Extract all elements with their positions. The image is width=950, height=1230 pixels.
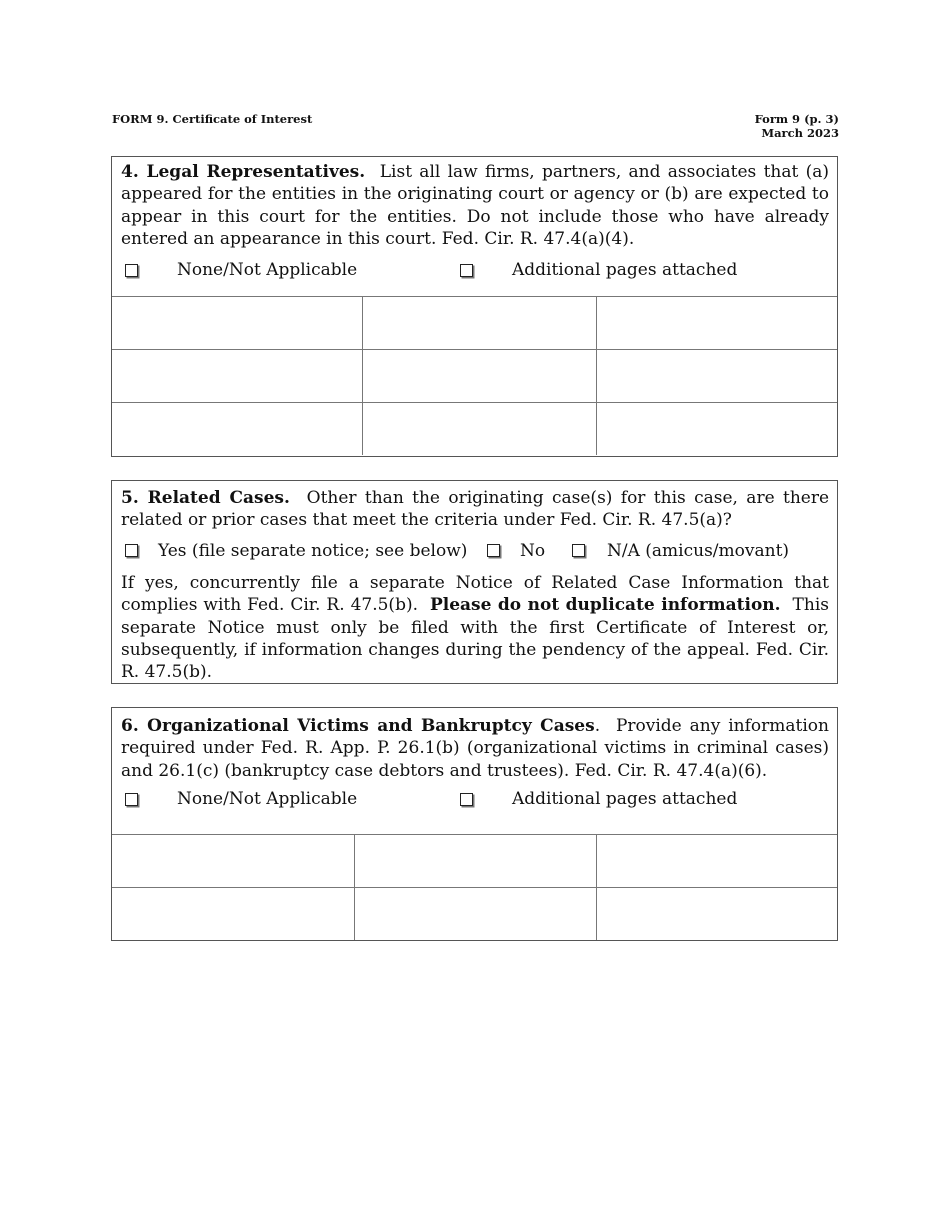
section-6-body: Provide any information required under Fed. R. App. P. 26.1(b) (organizational victims in criminal cases) and 26.1(c) (bankruptcy case debtors and trustees). Fed. Cir. R. 47.4(a)(6). bbox=[121, 716, 829, 781]
page-label: Form 9 (p. 3) bbox=[754, 112, 839, 126]
additional-pages-label: Additional pages attached bbox=[512, 259, 738, 280]
cell-input[interactable] bbox=[363, 350, 596, 402]
section-5-note-part2: This separate Notice must only be filed with the first Certificate of Interest or, subsequently, if information changes during the pendency of the appeal. Fed. Cir. R. 47.5(b). bbox=[121, 595, 829, 683]
additional-pages-checkbox[interactable] bbox=[460, 793, 473, 806]
na-label: N/A (amicus/movant) bbox=[607, 540, 790, 561]
cell-input[interactable] bbox=[363, 403, 596, 455]
section-4-heading: 4. Legal Representatives. bbox=[121, 162, 366, 182]
cell-input[interactable] bbox=[112, 350, 362, 402]
table-cell[interactable] bbox=[596, 888, 837, 941]
date-label: March 2023 bbox=[761, 126, 839, 140]
table-cell[interactable] bbox=[112, 888, 354, 941]
na-checkbox[interactable] bbox=[572, 544, 585, 557]
none-not-applicable-checkbox[interactable] bbox=[125, 264, 138, 277]
section-5-note-bold: Please do not duplicate information. bbox=[429, 595, 781, 616]
cell-input[interactable] bbox=[112, 297, 362, 349]
table-cell[interactable] bbox=[362, 350, 596, 403]
table-cell[interactable] bbox=[362, 403, 596, 456]
cell-input[interactable] bbox=[597, 297, 838, 349]
table-row bbox=[112, 403, 837, 456]
table-cell[interactable] bbox=[362, 297, 596, 350]
section-5-heading: 5. Related Cases. bbox=[121, 488, 290, 508]
table-cell[interactable] bbox=[112, 403, 362, 456]
none-not-applicable-checkbox[interactable] bbox=[125, 793, 138, 806]
table-cell[interactable] bbox=[112, 297, 362, 350]
section-4-table-wrap bbox=[112, 296, 837, 455]
section-legal-representatives bbox=[111, 156, 838, 457]
cell-input[interactable] bbox=[597, 835, 838, 887]
cell-input[interactable] bbox=[112, 403, 362, 455]
table-cell[interactable] bbox=[596, 297, 837, 350]
cell-input[interactable] bbox=[355, 835, 596, 887]
table-row bbox=[112, 350, 837, 403]
none-not-applicable-label: None/Not Applicable bbox=[177, 259, 358, 280]
section-4-options bbox=[112, 257, 837, 289]
section-6-table bbox=[112, 834, 837, 940]
table-cell[interactable] bbox=[596, 835, 837, 888]
table-cell[interactable] bbox=[112, 350, 362, 403]
cell-input[interactable] bbox=[597, 888, 838, 940]
table-row bbox=[112, 835, 837, 888]
section-organizational-victims bbox=[111, 707, 838, 941]
section-4-body: List all law firms, partners, and associates that (a) appeared for the entities in the originating court or agency or (b) are expected to appear in this court for the entities. Do not include those who have already entered an appearance in this court. Fed. Cir. R. 47.4(a)(4). bbox=[121, 162, 829, 250]
cell-input[interactable] bbox=[597, 350, 838, 402]
no-label: No bbox=[520, 540, 546, 561]
table-cell[interactable] bbox=[354, 835, 596, 888]
none-not-applicable-label: None/Not Applicable bbox=[177, 789, 358, 810]
section-6-heading: 6. Organizational Victims and Bankruptcy Cases bbox=[121, 716, 595, 736]
cell-input[interactable] bbox=[597, 403, 838, 455]
table-cell[interactable] bbox=[596, 350, 837, 403]
section-5-note bbox=[112, 572, 837, 684]
cell-input[interactable] bbox=[112, 835, 354, 887]
table-row bbox=[112, 297, 837, 350]
table-cell[interactable] bbox=[112, 835, 354, 888]
section-4-text bbox=[112, 157, 837, 251]
table-cell[interactable] bbox=[596, 403, 837, 456]
no-checkbox[interactable] bbox=[487, 544, 500, 557]
section-5-text bbox=[112, 481, 837, 532]
section-6-options bbox=[112, 788, 837, 820]
cell-input[interactable] bbox=[355, 888, 596, 940]
section-6-table-wrap bbox=[112, 834, 837, 940]
form-title: FORM 9. Certificate of Interest bbox=[112, 112, 313, 126]
cell-input[interactable] bbox=[112, 888, 354, 940]
yes-label: Yes (file separate notice; see below) bbox=[158, 540, 468, 561]
section-4-table bbox=[112, 296, 837, 455]
additional-pages-checkbox[interactable] bbox=[460, 264, 473, 277]
section-5-note-part1: If yes, concurrently file a separate Notice of Related Case Information that complies with Fed. Cir. R. 47.5(b). bbox=[121, 572, 829, 616]
additional-pages-label: Additional pages attached bbox=[512, 789, 738, 810]
table-row bbox=[112, 888, 837, 941]
section-5-body: Other than the originating case(s) for this case, are there related or prior cases that meet the criteria under Fed. Cir. R. 47.5(a)? bbox=[121, 488, 830, 531]
section-related-cases bbox=[111, 480, 838, 684]
cell-input[interactable] bbox=[363, 297, 596, 349]
yes-checkbox[interactable] bbox=[125, 544, 138, 557]
section-5-options bbox=[112, 538, 837, 572]
table-cell[interactable] bbox=[354, 888, 596, 941]
page-info bbox=[755, 112, 839, 140]
section-6-text: 6. Organizational Victims and Bankruptcy Cases. Provide any information required under Fed. R. App. P. 26.1(b) (organizational victims in criminal cases) and 26.1(c) (bankruptcy case debtors and trustees). Fed. Cir. R. 47.4(a)(6). bbox=[121, 716, 829, 781]
